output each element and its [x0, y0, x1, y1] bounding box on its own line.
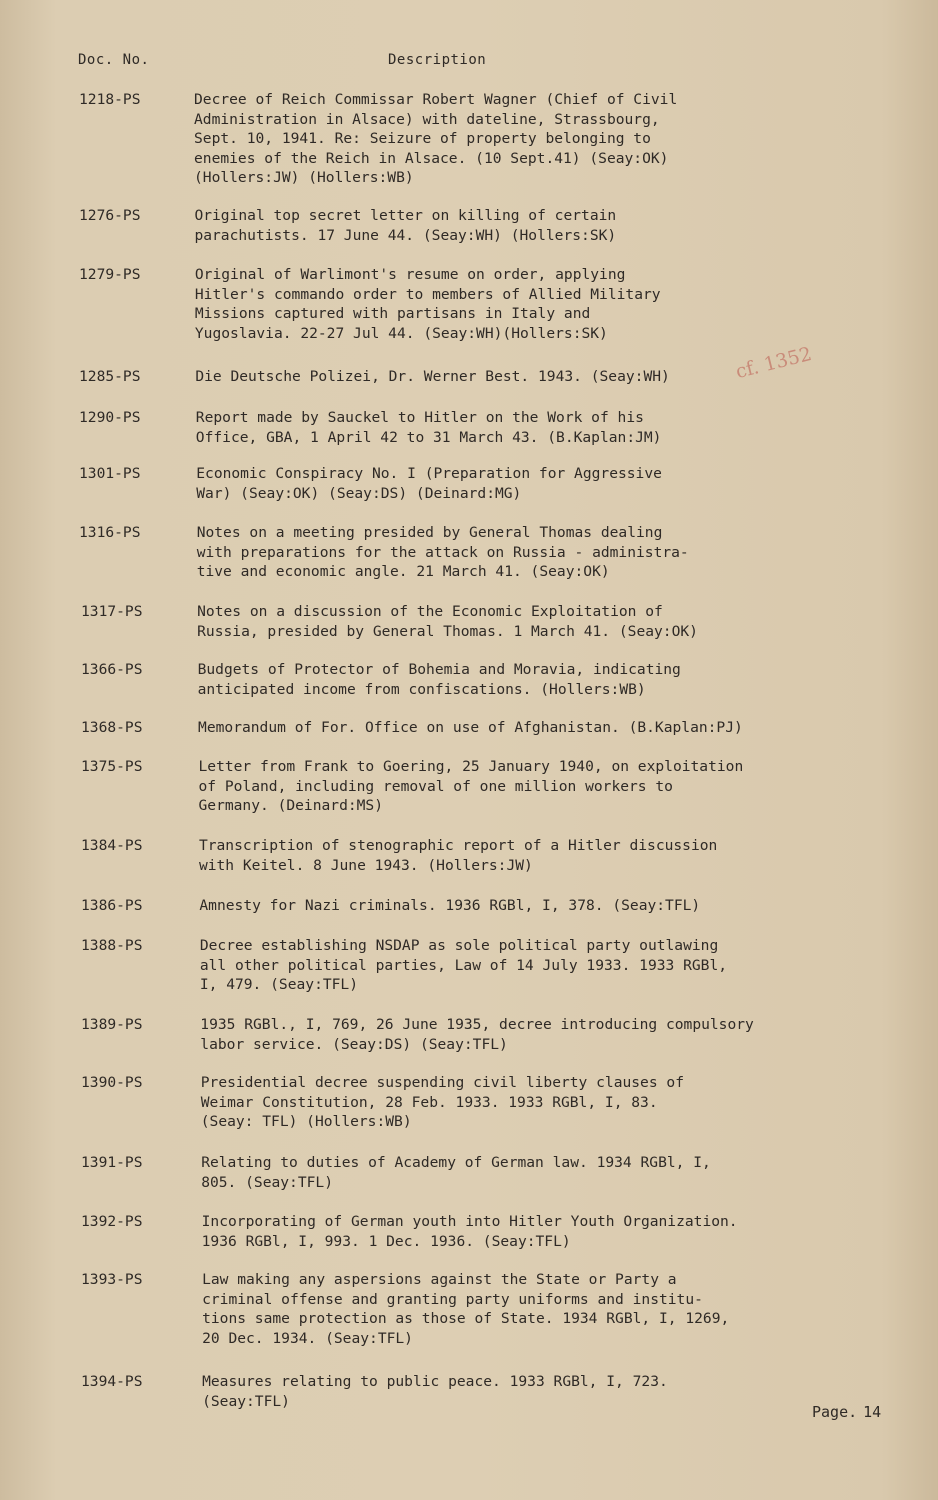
page-label: Page.: [812, 1403, 858, 1421]
description-line: all other political parties, Law of 14 July 1933. 1933 RGBl,: [199, 956, 728, 974]
description-line: Original top secret letter on killing of certain: [194, 207, 617, 224]
description-line: Law making any aspersions against the State or Party a: [202, 1271, 677, 1288]
description-line: Missions captured with partisans in Italy and: [194, 305, 591, 322]
description-line: 1935 RGBl., I, 769, 26 June 1935, decree introducing compulsory: [200, 1016, 754, 1033]
description-line: 1936 RGBl, I, 993. 1 Dec. 1936. (Seay:TFL): [201, 1232, 571, 1250]
description-line: Sept. 10, 1941. Re: Seizure of property belonging to: [194, 130, 651, 147]
description-line: Memorandum of For. Office on use of Afghanistan. (B.Kaplan:PJ): [198, 719, 743, 736]
doc-number: 1368-PS: [81, 719, 143, 736]
doc-description: [196, 464, 816, 503]
doc-number: 1388-PS: [81, 937, 143, 954]
description-line: Decree of Reich Commissar Robert Wagner (Chief of Civil: [194, 91, 678, 108]
description-line: Notes on a meeting presided by General Thomas dealing: [196, 524, 663, 541]
description-line: Relating to duties of Academy of German law. 1934 RGBl, I,: [201, 1154, 711, 1171]
doc-number: 1366-PS: [81, 661, 143, 678]
doc-number: 1392-PS: [81, 1213, 143, 1230]
page-number: [812, 1403, 887, 1421]
doc-description: [194, 90, 814, 188]
description-line: Decree establishing NSDAP as sole political party outlawing: [199, 937, 719, 954]
description-line: with preparations for the attack on Russia - administra-: [196, 543, 689, 561]
doc-number: 1391-PS: [81, 1154, 143, 1171]
description-line: (Hollers:JW) (Hollers:WB): [194, 169, 414, 186]
doc-description: [197, 523, 817, 582]
description-line: parachutists. 17 June 44. (Seay:WH) (Hollers:SK): [194, 226, 617, 244]
doc-description: [198, 718, 818, 738]
doc-number: 1389-PS: [81, 1016, 143, 1033]
description-line: (Seay:TFL): [202, 1392, 290, 1410]
description-line: Report made by Sauckel to Hitler on the Work of his: [195, 409, 644, 426]
description-line: Budgets of Protector of Bohemia and Moravia, indicating: [197, 661, 681, 678]
doc-number: 1384-PS: [81, 837, 143, 854]
description-line: (Seay: TFL) (Hollers:WB): [200, 1113, 412, 1130]
description-line: War) (Seay:OK) (Seay:DS) (Deinard:MG): [196, 484, 522, 502]
doc-number: 1393-PS: [81, 1271, 143, 1288]
doc-number: 1279-PS: [79, 266, 141, 283]
description-line: Original of Warlimont's resume on order, applying: [194, 266, 626, 283]
description-line: Germany. (Deinard:MS): [198, 797, 384, 814]
description-line: of Poland, including removal of one million workers to: [198, 777, 673, 795]
doc-description: [199, 836, 819, 875]
doc-number: 1285-PS: [79, 368, 141, 385]
doc-number: 1375-PS: [81, 758, 143, 775]
description-line: Russia, presided by General Thomas. 1 March 41. (Seay:OK): [197, 622, 698, 640]
description-line: Yugoslavia. 22-27 Jul 44. (Seay:WH)(Hollers:SK): [194, 324, 608, 342]
description-line: Incorporating of German youth into Hitler Youth Organization.: [201, 1213, 738, 1230]
doc-description: [202, 1372, 822, 1411]
description-line: Die Deutsche Polizei, Dr. Werner Best. 1943. (Seay:WH): [195, 368, 670, 385]
doc-description: [199, 896, 819, 916]
description-line: tions same protection as those of State. 1934 RGBl, I, 1269,: [202, 1310, 730, 1327]
description-column-header: Description: [388, 52, 487, 68]
description-line: Notes on a discussion of the Economic Exploitation of: [197, 603, 663, 620]
description-line: 805. (Seay:TFL): [201, 1173, 333, 1191]
doc-number: 1301-PS: [79, 465, 141, 482]
doc-number: 1276-PS: [79, 207, 141, 224]
description-line: Economic Conspiracy No. I (Preparation for Aggressive: [196, 465, 662, 482]
pencil-annotation: cf. 1352: [733, 342, 814, 384]
doc-description: [199, 757, 819, 816]
doc-description: [202, 1270, 822, 1348]
description-line: Hitler's commando order to members of Allied Military: [194, 285, 661, 303]
doc-description: [202, 1212, 822, 1251]
description-line: Letter from Frank to Goering, 25 January 1940, on exploitation: [198, 758, 744, 775]
doc-description: [197, 602, 817, 641]
description-line: Transcription of stenographic report of a Hitler discussion: [198, 837, 718, 854]
doc-number: 1316-PS: [79, 524, 141, 541]
doc-description: [200, 1015, 820, 1054]
doc-no-column-header: Doc. No.: [78, 52, 150, 68]
doc-number: 1290-PS: [79, 409, 141, 426]
description-line: tive and economic angle. 21 March 41. (Seay:OK): [196, 563, 610, 580]
description-line: with Keitel. 8 June 1943. (Hollers:JW): [198, 856, 533, 874]
doc-description: [200, 936, 820, 995]
description-line: Office, GBA, 1 April 42 to 31 March 43. (B.Kaplan:JM): [195, 428, 662, 446]
doc-number: 1386-PS: [81, 897, 143, 914]
description-line: Weimar Constitution, 28 Feb. 1933. 1933 RGBl, I, 83.: [200, 1093, 658, 1111]
doc-number: 1394-PS: [81, 1373, 143, 1390]
description-line: Administration in Alsace) with dateline, Strassbourg,: [194, 110, 660, 128]
doc-number: 1218-PS: [79, 91, 141, 108]
doc-description: [201, 1153, 821, 1192]
description-line: Measures relating to public peace. 1933 RGBl, I, 723.: [202, 1373, 668, 1390]
description-line: 20 Dec. 1934. (Seay:TFL): [202, 1329, 413, 1347]
page-value: 14: [863, 1403, 882, 1421]
description-line: criminal offense and granting party uniforms and institu-: [202, 1290, 703, 1308]
doc-number: 1317-PS: [81, 603, 143, 620]
doc-description: [194, 206, 814, 245]
description-line: enemies of the Reich in Alsace. (10 Sept.41) (Seay:OK): [194, 149, 669, 167]
doc-description: [196, 408, 816, 447]
doc-description: [201, 1073, 821, 1132]
description-line: Presidential decree suspending civil liberty clauses of: [200, 1074, 684, 1091]
doc-description: [195, 265, 815, 343]
description-line: Amnesty for Nazi criminals. 1936 RGBl, I, 378. (Seay:TFL): [199, 897, 701, 914]
description-line: I, 479. (Seay:TFL): [199, 976, 358, 993]
description-line: labor service. (Seay:DS) (Seay:TFL): [200, 1035, 508, 1053]
description-line: anticipated income from confiscations. (Hollers:WB): [197, 680, 646, 698]
doc-description: [198, 660, 818, 699]
doc-description: [195, 367, 815, 387]
doc-number: 1390-PS: [81, 1074, 143, 1091]
